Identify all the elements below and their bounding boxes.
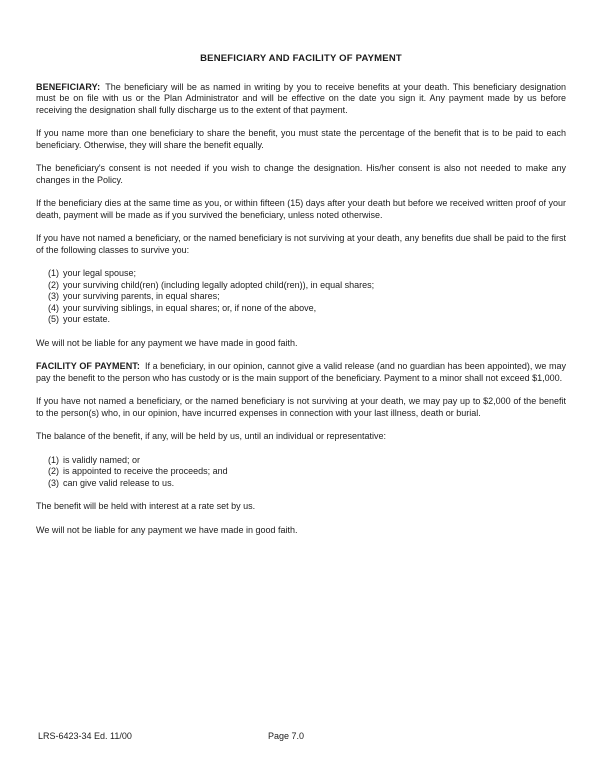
list-item [48,303,566,315]
document-title: BENEFICIARY AND FACILITY OF PAYMENT [200,53,402,64]
page-footer [0,731,600,743]
numbered-list [36,455,566,490]
list-item-text: your surviving parents, in equal shares; [63,291,220,301]
list-item-marker: (1) [48,454,59,465]
paragraph: FACILITY OF PAYMENT: If a beneficiary, in our opinion, cannot give a valid release (and no guardian has been appointed), we may pay the benefit to the person who has custody or is the main support of the beneficiary. Payment to a minor shall not exceed $1,000. [36,361,566,383]
list-item [48,280,566,292]
list-item [48,268,566,280]
form-number: LRS-6423-34 Ed. 11/00 [38,731,132,741]
paragraph: The beneficiary's consent is not needed if you wish to change the designation. His/her consent is also not needed to make any changes in the Policy. [36,163,566,185]
paragraph: We will not be liable for any payment we have made in good faith. [36,337,298,348]
paragraph: We will not be liable for any payment we have made in good faith. [36,524,298,535]
list-item [48,455,566,467]
list-item-text: is validly named; or [63,454,141,465]
list-item-text: your legal spouse; [63,268,137,278]
list-item-marker: (1) [48,268,59,278]
list-item-marker: (2) [48,279,59,290]
numbered-list [36,268,566,326]
list-item [48,314,566,326]
list-item [48,466,566,478]
paragraph: If you have not named a beneficiary, or the named beneficiary is not surviving at your death, any benefits due shall be paid to the first of the following classes to survive you: [36,233,566,255]
paragraph: If the beneficiary dies at the same time as you, or within fifteen (15) days after your death but before we received written proof of your death, payment will be made as if you survived the beneficiary, unless noted otherwise. [36,198,566,220]
paragraph: If you have not named a beneficiary, or the named beneficiary is not surviving at your death, we may pay up to $2,000 of the benefit to the person(s) who, in our opinion, have incurred expenses in connection with your last illness, death or burial. [36,396,566,418]
paragraph-lead: FACILITY OF PAYMENT: [36,361,140,371]
paragraph: If you name more than one beneficiary to share the benefit, you must state the percentage of the benefit that is to be paid to each beneficiary. Otherwise, they will share the benefit equally. [36,128,566,150]
list-item-marker: (3) [48,477,59,488]
list-item-text: can give valid release to us. [63,477,175,488]
page-number: Page 7.0 [268,731,305,741]
list-item-text: is appointed to receive the proceeds; and [63,466,228,476]
document-body [36,53,566,548]
list-item-text: your surviving siblings, in equal shares; or, if none of the above, [63,302,317,313]
list-item-marker: (2) [48,466,59,476]
paragraph: The balance of the benefit, if any, will be held by us, until an individual or representative: [36,431,387,441]
paragraph: The benefit will be held with interest at a rate set by us. [36,501,256,511]
paragraph-lead: BENEFICIARY: [36,81,101,92]
list-item-marker: (5) [48,314,59,324]
list-item [48,291,566,303]
list-item-marker: (4) [48,302,59,313]
list-item-marker: (3) [48,291,59,301]
document-blocks [36,82,566,537]
list-item-text: your estate. [63,314,111,324]
paragraph: BENEFICIARY: The beneficiary will be as named in writing by you to receive benefits at your death. This beneficiary designation must be on file with us or the Plan Administrator and will be effective on the date you sign it. Any payment made by us before receiving the designation shall fully discharge us to the extent of that payment. [36,81,566,115]
list-item [48,478,566,490]
list-item-text: your surviving child(ren) (including legally adopted child(ren)), in equal shares; [63,279,375,290]
